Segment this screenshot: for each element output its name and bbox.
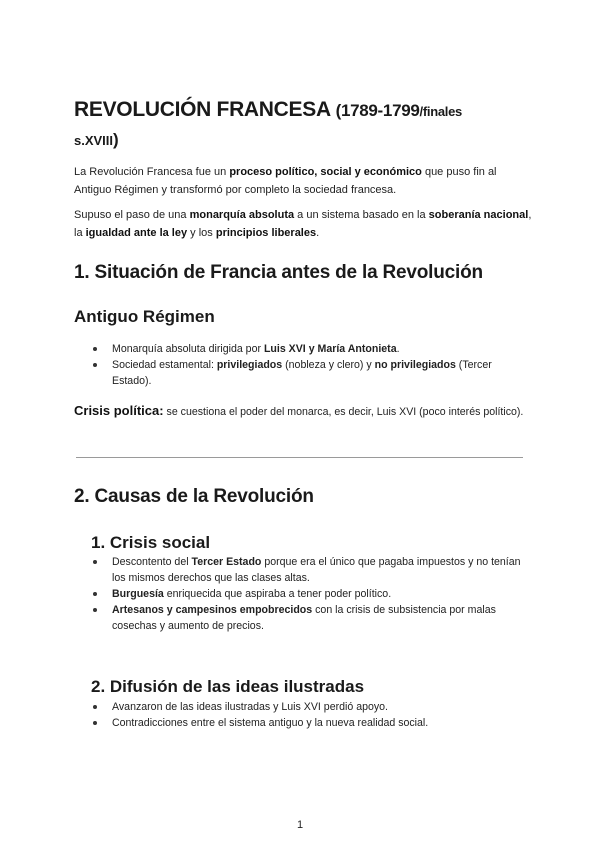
ideas-ilustradas-list (91, 699, 531, 731)
intro-paragraph-2-text-run: , la (74, 209, 532, 239)
intro-paragraph-2-text-run: a un sistema basado en la (294, 209, 429, 221)
crisis-politica-text: se cuestiona el poder del monarca, es decir, Luis XVI (poco interés político). (163, 406, 524, 418)
title-finales: /finales (419, 104, 462, 119)
intro-paragraph-1-bold-run: proceso político, social y económico (229, 166, 422, 178)
list-item-bold-run: privilegiados (216, 359, 283, 371)
intro-paragraph-2-bold-run: principios liberales (215, 227, 317, 239)
crisis-social-heading: 1. Crisis social (91, 533, 211, 552)
list-item (91, 715, 531, 731)
list-item-bold-run: no privilegiados (374, 359, 456, 371)
list-item-text-run: enriquecida que aspiraba a tener poder político. (163, 588, 392, 600)
intro-paragraph-2 (74, 206, 534, 242)
list-item-text-run: Avanzaron de las ideas ilustradas y Luis XVI perdió apoyo. (112, 701, 388, 713)
intro-paragraph-2-bold-run: monarquía absoluta (189, 209, 295, 221)
document-title-continued (74, 130, 119, 150)
crisis-politica-paragraph (74, 402, 534, 421)
section-1-heading: 1. Situación de Francia antes de la Revolución (74, 262, 483, 283)
document-title (74, 98, 462, 122)
list-item-bold-run: Artesanos y campesinos empobrecidos (112, 604, 313, 616)
list-item-bold-run: Burguesía (112, 588, 164, 600)
list-item (91, 357, 531, 389)
list-item-text-run: Contradicciones entre el sistema antiguo y la nueva realidad social. (112, 717, 429, 729)
antiguo-regimen-heading: Antiguo Régimen (74, 307, 215, 326)
list-item (91, 554, 531, 586)
title-century: s.XVIII (74, 133, 114, 148)
list-item-text-run: porque era el único que pagaba impuestos y no tenían los mismos derechos que las clases altas. (112, 556, 521, 584)
intro-paragraph-2-bold-run: igualdad ante la ley (85, 227, 188, 239)
intro-paragraph-2-text-run: . (316, 227, 320, 239)
title-close-paren: ) (113, 130, 119, 149)
list-item-text-run: con la crisis de subsistencia por malas cosechas y aumento de precios. (112, 604, 496, 632)
list-item-text-run: Monarquía absoluta dirigida por (112, 343, 264, 355)
intro-paragraph-1-text-run: que puso fin al Antiguo Régimen y transformó por completo la sociedad francesa. (74, 166, 497, 196)
list-item (91, 699, 531, 715)
list-item (91, 586, 531, 602)
intro-paragraph-1-text-run: La Revolución Francesa fue un (74, 166, 230, 178)
list-item-text-run: (Tercer Estado). (112, 359, 492, 387)
list-item-text-run: (nobleza y clero) y (282, 359, 375, 371)
list-item-bold-run: Tercer Estado (191, 556, 262, 568)
list-item (91, 341, 531, 357)
intro-paragraph-2-bold-run: soberanía nacional (428, 209, 529, 221)
title-years: (1789-1799 (335, 101, 420, 120)
crisis-social-list (91, 554, 531, 634)
section-2-heading: 2. Causas de la Revolución (74, 486, 314, 507)
list-item-bold-run: Luis XVI y María Antonieta (263, 343, 397, 355)
list-item-text-run: . (396, 343, 400, 355)
list-item-text-run: Descontento del (112, 556, 192, 568)
intro-paragraph-2-text-run: y los (187, 227, 216, 239)
page-number: 1 (296, 819, 304, 831)
list-item-text-run: Sociedad estamental: (112, 359, 217, 371)
list-item (91, 602, 531, 634)
intro-paragraph-1 (74, 163, 534, 199)
crisis-politica-label: Crisis política: (74, 403, 164, 418)
antiguo-regimen-list (91, 341, 531, 389)
ideas-ilustradas-heading: 2. Difusión de las ideas ilustradas (91, 677, 365, 696)
title-main: REVOLUCIÓN FRANCESA (74, 98, 331, 121)
intro-paragraph-2-text-run: Supuso el paso de una (74, 209, 190, 221)
section-divider (76, 457, 523, 458)
